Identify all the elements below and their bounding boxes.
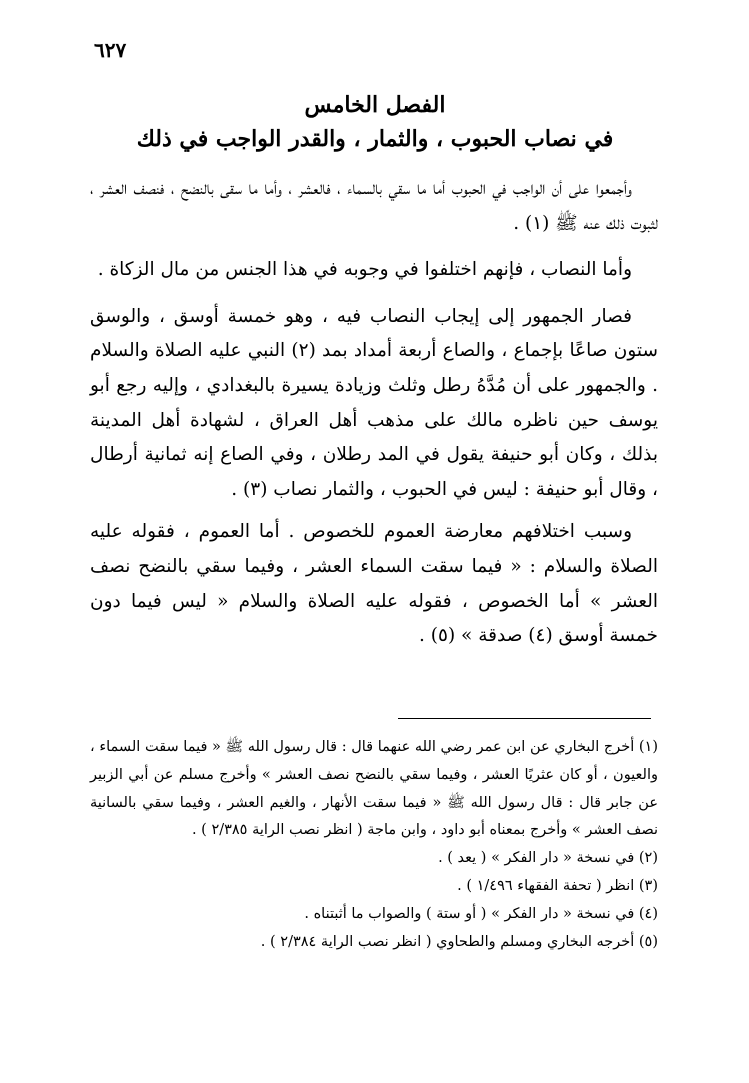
footnote: (٥) أخرجه البخاري ومسلم والطحاوي ( انظر نصب الراية ٢/٣٨٤ ) . — [260, 933, 658, 950]
paragraph: وأجمعوا على أن الواجب في الحبوب أما ما سقي بالسماء ، فالعشر ، وأما ما سقى بالنضح ، فنصف العشر ، لثبوت ذلك عنه ﷺ (١) . — [90, 178, 658, 234]
body-text — [90, 172, 658, 666]
page-number: ٦٢٧ — [94, 38, 127, 62]
paragraph: فصار الجمهور إلى إيجاب النصاب فيه ، وهو خمسة أوسق ، والوسق ستون صاعًا بإجماع ، والصاع أربعة أمداد بمد (٢) النبي عليه الصلاة والسلام . والجمهور على أن مُدَّهُ رطل وثلث وزيادة يسيرة بالبغدادي ، وإليه رجع أبو يوسف حين ناظره مالك على مذهب أهل العراق ، لشهادة أهل المدينة بذلك ، وكان أبو حنيفة يقول في المد رطلان ، وفي الصاع إنه ثمانية أرطال ، وقال أبو حنيفة : ليس في الحبوب ، والثمار نصاب (٣) . — [90, 305, 659, 500]
footnote: (٣) انظر ( تحفة الفقهاء ١/٤٩٦ ) . — [457, 877, 658, 894]
footnote: (٢) في نسخة « دار الفكر » ( يعد ) . — [438, 850, 658, 867]
footnote-divider — [398, 718, 651, 719]
footnote: (١) أخرج البخاري عن ابن عمر رضي الله عنهما قال : قال رسول الله ﷺ « فيما سقت السماء ، والعيون ، أو كان عثريًا العشر ، وفيما سقي بالنضح نصف العشر » وأخرج مسلم عن أبي الزبير عن جابر قال : قال رسول الله ﷺ « فيما سقت الأنهار ، والغيم العشر ، وفيما سقي بالسانية نصف العشر » وأخرج بمعناه أبو داود ، وابن ماجة ( انظر نصب الراية ٢/٣٨٥ ) . — [90, 739, 658, 839]
chapter-title: الفصل الخامس — [304, 92, 446, 118]
footnote: (٤) في نسخة « دار الفكر » ( أو ستة ) والصواب ما أثبتناه . — [304, 905, 658, 922]
footnotes — [90, 734, 658, 956]
chapter-subtitle: في نصاب الحبوب ، والثمار ، والقدر الواجب في ذلك — [136, 126, 614, 152]
paragraph: وسبب اختلافهم معارضة العموم للخصوص . أما العموم ، فقوله عليه الصلاة والسلام : « فيما سقت السماء العشر ، وفيما سقي بالنضح نصف العشر » أما الخصوص ، فقوله عليه الصلاة والسلام « ليس فيما دون خمسة أوسق (٤) صدقة » (٥) . — [90, 521, 658, 647]
paragraph: وأما النصاب ، فإنهم اختلفوا في وجوبه في هذا الجنس من مال الزكاة . — [97, 259, 632, 281]
